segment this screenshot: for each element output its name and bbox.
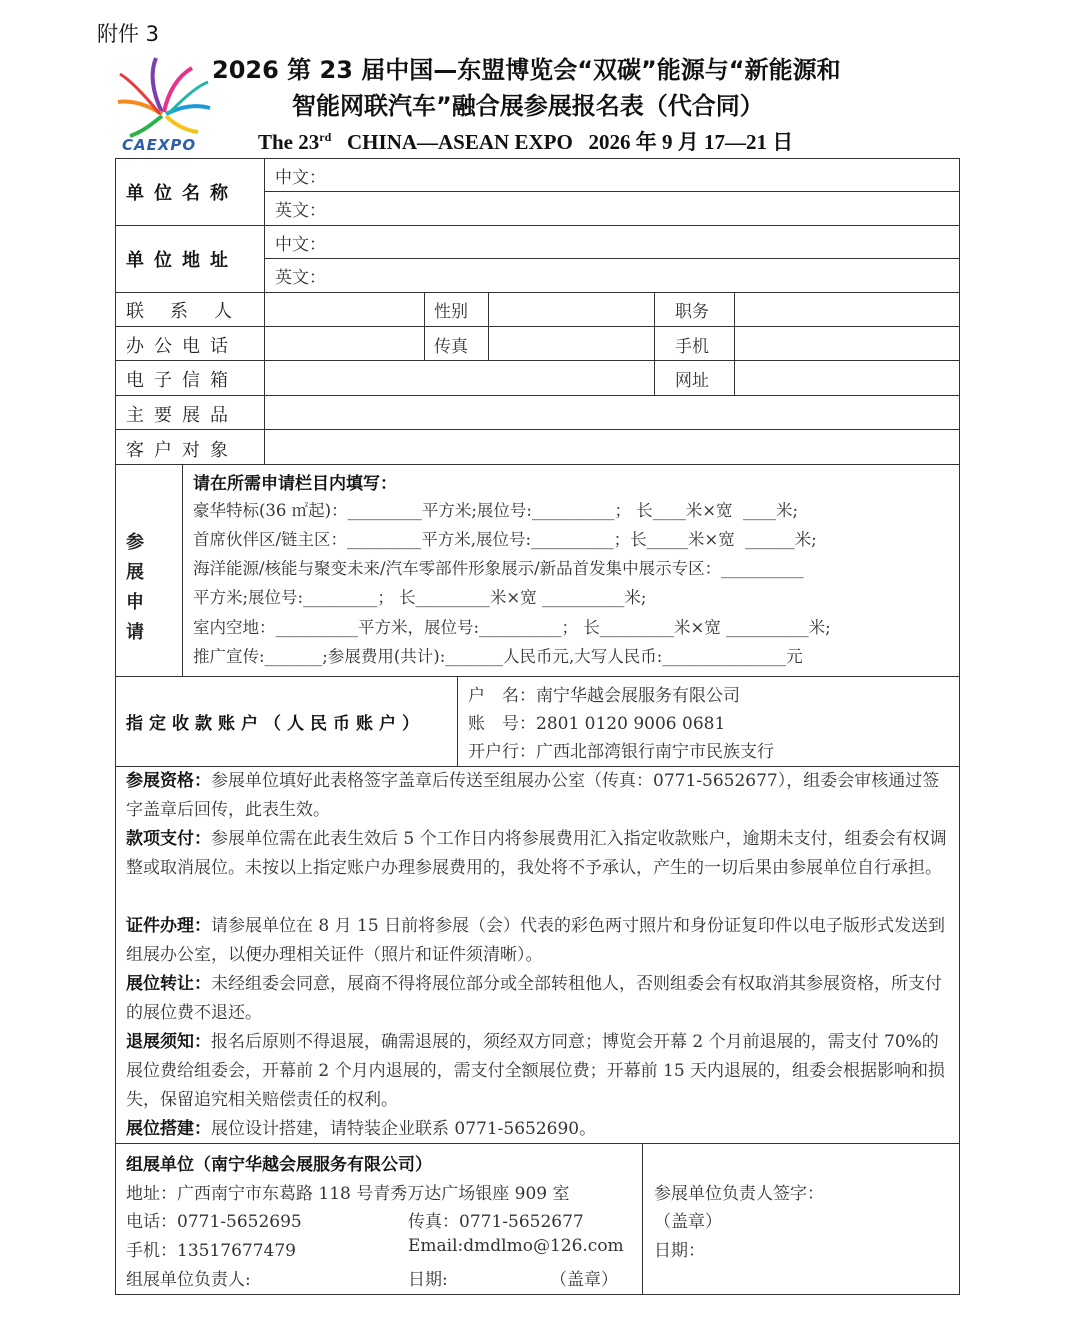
customers-label: 客户对象 (126, 440, 238, 461)
signature-seal: （盖章） (654, 1212, 722, 1232)
account-bank: 开户行：广西北部湾银行南宁市民族支行 (468, 742, 774, 762)
company-address-en-field[interactable]: 英文： (275, 268, 326, 288)
organizer-title: 组展单位（南宁华越会展服务有限公司） (126, 1155, 432, 1175)
term-transfer: 展位转让：未经组委会同意，展商不得将展位部分或全部转租他人，否则组委会有权取消其参展资格，所支付的展位费不退还。 (126, 974, 942, 1023)
application-heading: 请在所需申请栏目内填写： (193, 474, 397, 494)
organizer-seal: （盖章） (550, 1270, 618, 1290)
organizer-mobile: 手机：13517677479 (126, 1241, 296, 1261)
company-name-cn-field[interactable]: 中文： (275, 168, 326, 188)
application-label: 参展申请 (126, 532, 144, 643)
organizer-phone: 电话：0771-5652695 (126, 1212, 302, 1232)
signature-label[interactable]: 参展单位负责人签字： (654, 1184, 824, 1204)
organizer-person: 组展单位负责人: (126, 1270, 251, 1290)
mobile-label: 手机 (675, 337, 709, 357)
account-number: 账 号：2801 0120 9006 0681 (468, 714, 726, 734)
products-label: 主要展品 (126, 405, 238, 426)
title-line-1: 2026 第 23 届中国—东盟博览会“双碳”能源与“新能源和 (212, 56, 841, 84)
company-name-en-field[interactable]: 英文： (275, 201, 326, 221)
title-line-2: 智能网联汽车”融合展参展报名表（代合同） (292, 92, 764, 120)
term-payment: 款项支付：参展单位需在此表生效后 5 个工作日内将参展费用汇入指定收款账户，逾期未支付，组委会有权调整或取消展位。未按以上指定账户办理参展费用的，我处将不予承认，产生的一切后果由参展单位自行承担。 (126, 829, 947, 878)
application-line-1[interactable]: 豪华特标(36 ㎡起)：_________平方米;展位号:__________； 长____米×宽 ____米; (193, 501, 799, 520)
application-line-2[interactable]: 首席伙伴区/链主区：_________平方米,展位号:__________；长_____米×宽 ______米; (193, 530, 817, 549)
organizer-email: Email:dmdlmo@126.com (408, 1236, 624, 1256)
company-name-label: 单位名称 (126, 183, 238, 204)
application-line-5[interactable]: 室内空地：__________平方米，展位号:__________； 长_________米×宽 __________米; (193, 618, 831, 637)
term-construction: 展位搭建：展位设计搭建，请特装企业联系 0771-5652690。 (126, 1119, 597, 1139)
company-address-label: 单位地址 (126, 250, 238, 271)
application-line-4[interactable]: 平方米;展位号:_________； 长_________米×宽 __________米; (193, 588, 647, 607)
signature-date[interactable]: 日期： (654, 1241, 705, 1261)
gender-label: 性别 (434, 302, 468, 322)
attachment-label: 附件 3 (97, 22, 160, 46)
organizer-fax: 传真：0771-5652677 (408, 1212, 584, 1232)
account-label: 指定收款账户（人民币账户） (126, 714, 425, 734)
organizer-address: 地址：广西南宁市东葛路 118 号青秀万达广场银座 909 室 (126, 1184, 570, 1204)
application-line-6[interactable]: 推广宣传:_______;参展费用(共计):_______人民币元,大写人民币:_______________元 (193, 647, 803, 666)
term-withdrawal: 退展须知：报名后原则不得退展，确需退展的，须经双方同意；博览会开幕 2 个月前退展的，需支付 70%的展位费给组委会，开幕前 2 个月内退展的，需支付全额展位费；开幕前 15 天内退展的，组委会根据影响和损失，保留追究相关赔偿责任的权利。 (126, 1032, 946, 1110)
office-phone-label: 办公电话 (126, 336, 238, 357)
logo-text: CAEXPO (122, 136, 197, 154)
website-label: 网址 (675, 371, 709, 391)
company-address-cn-field[interactable]: 中文： (275, 235, 326, 255)
application-line-3[interactable]: 海洋能源/核能与聚变未来/汽车零部件形象展示/新品首发集中展示专区：__________ (193, 559, 804, 578)
email-label: 电子信箱 (126, 370, 238, 391)
term-certificate: 证件办理：请参展单位在 8 月 15 日前将参展（会）代表的彩色两寸照片和身份证复印件以电子版形式发送到组展办公室，以便办理相关证件（照片和证件须清晰）。 (126, 916, 946, 965)
title-line-3: The 23rd CHINA—ASEAN EXPO 2026 年 9 月 17—21 日 (258, 130, 794, 154)
term-qualification: 参展资格：参展单位填好此表格签字盖章后传送至组展办公室（传真：0771-5652677），组委会审核通过签字盖章后回传，此表生效。 (126, 771, 940, 820)
position-label: 职务 (675, 302, 709, 322)
fax-label: 传真 (434, 337, 468, 357)
contact-label: 联系人 (126, 301, 258, 322)
organizer-date: 日期: (408, 1270, 448, 1290)
account-name: 户 名：南宁华越会展服务有限公司 (468, 686, 740, 706)
